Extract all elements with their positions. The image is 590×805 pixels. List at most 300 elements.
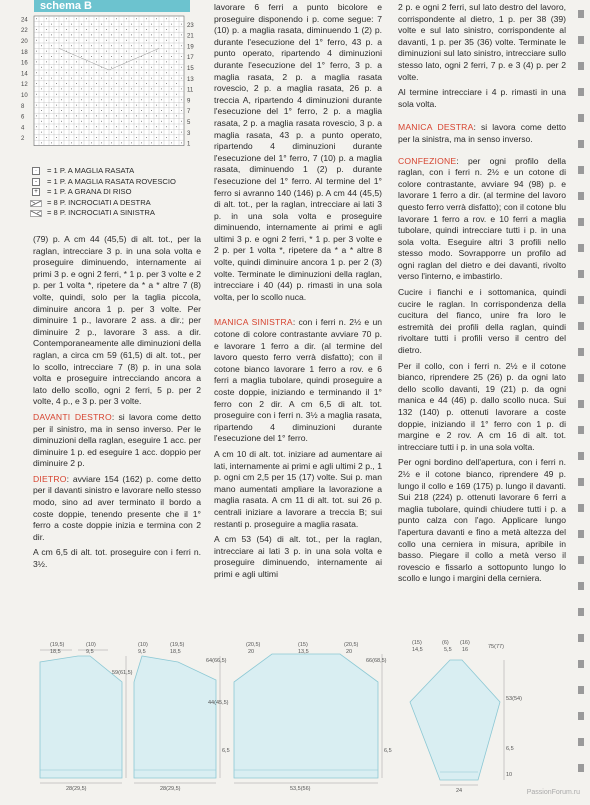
stitch-dot	[156, 126, 157, 127]
stitch-dot	[36, 40, 37, 41]
paragraph: A cm 53 (54) di alt. tot., per la raglan, intrecciare ai lati 3 p. in una sola volta e proseguire diminuendo, internamente ai primi e agli ultimi	[214, 534, 382, 579]
section-heading-manica-sinistra: MANICA SINISTRA	[214, 317, 293, 328]
stitch-dot	[151, 67, 152, 68]
stitch-dot	[61, 99, 62, 100]
stitch-dot	[166, 18, 167, 19]
dim-label: 9,5	[138, 649, 146, 655]
row-number-right: 5	[187, 120, 191, 126]
stitch-dot	[156, 29, 157, 30]
stitch-dot	[181, 34, 182, 35]
stitch-dot	[116, 94, 117, 95]
edge-square	[578, 374, 584, 382]
stitch-dot	[126, 72, 127, 73]
stitch-dot	[66, 29, 67, 30]
legend-row-riso	[30, 187, 176, 198]
stitch-dot	[86, 18, 87, 19]
stitch-dot	[161, 67, 162, 68]
stitch-dot	[136, 40, 137, 41]
edge-square	[578, 192, 584, 200]
stitch-dot	[61, 67, 62, 68]
stitch-dot	[81, 132, 82, 133]
stitch-dot	[96, 72, 97, 73]
legend-row-cross-left	[30, 208, 176, 219]
stitch-dot	[111, 34, 112, 35]
stitch-dot	[101, 110, 102, 111]
row-number-right: 9	[187, 98, 191, 105]
edge-square	[578, 452, 584, 460]
stitch-dot	[136, 105, 137, 106]
stitch-dot	[171, 121, 172, 122]
stitch-dot	[171, 45, 172, 46]
dim-label: 53,5(56)	[290, 786, 311, 792]
stitch-dot	[76, 105, 77, 106]
stitch-dot	[86, 126, 87, 127]
stitch-dot	[76, 72, 77, 73]
stitch-dot	[111, 132, 112, 133]
dim-label: (19,5)	[170, 642, 185, 648]
stitch-dot	[76, 40, 77, 41]
stitch-dot	[121, 88, 122, 89]
stitch-dot	[41, 56, 42, 57]
edge-square	[578, 504, 584, 512]
stitch-dot	[166, 61, 167, 62]
stitch-dot	[111, 142, 112, 143]
stitch-dot	[156, 83, 157, 84]
stitch-dot	[181, 99, 182, 100]
stitch-dot	[96, 126, 97, 127]
stitch-dot	[176, 29, 177, 30]
stitch-dot	[81, 110, 82, 111]
dim-label: 10	[506, 772, 513, 778]
stitch-dot	[161, 24, 162, 25]
stitch-dot	[76, 51, 77, 52]
stitch-dot	[131, 45, 132, 46]
stitch-dot	[76, 126, 77, 127]
stitch-dot	[41, 78, 42, 79]
stitch-dot	[181, 132, 182, 133]
stitch-dot	[36, 72, 37, 73]
row-number-right: 13	[187, 76, 194, 83]
stitch-dot	[116, 126, 117, 127]
stitch-dot	[176, 137, 177, 138]
stitch-dot	[46, 29, 47, 30]
stitch-dot	[131, 24, 132, 25]
stitch-dot	[141, 99, 142, 100]
paragraph: A cm 6,5 di alt. tot. proseguire con i ferri n. 3½.	[33, 547, 201, 570]
stitch-dot	[141, 142, 142, 143]
stitch-dot	[106, 51, 107, 52]
stitch-dot	[81, 99, 82, 100]
stitch-dot	[166, 94, 167, 95]
row-number-right: 11	[187, 87, 194, 94]
stitch-dot	[166, 105, 167, 106]
stitch-dot	[86, 51, 87, 52]
stitch-dot	[116, 72, 117, 73]
legend-row-cross-right	[30, 198, 176, 209]
stitch-dot	[176, 115, 177, 116]
dim-label: 28(29,5)	[66, 786, 87, 792]
stitch-dot	[91, 88, 92, 89]
stitch-dot	[61, 24, 62, 25]
page-edge-decoration	[572, 0, 590, 800]
dim-label: (15)	[412, 640, 422, 646]
stitch-dot	[51, 78, 52, 79]
stitch-dot	[46, 126, 47, 127]
stitch-dot	[151, 99, 152, 100]
legend-row-rasata	[30, 166, 176, 177]
stitch-dot	[161, 142, 162, 143]
stitch-dot	[61, 132, 62, 133]
stitch-dot	[36, 29, 37, 30]
stitch-dot	[81, 34, 82, 35]
edge-square	[578, 296, 584, 304]
stitch-dot	[91, 99, 92, 100]
stitch-dot	[156, 61, 157, 62]
section-heading-dietro: DIETRO	[33, 473, 67, 484]
watermark: PassionForum.ru	[526, 789, 580, 796]
stitch-dot	[86, 115, 87, 116]
stitch-dot	[61, 45, 62, 46]
stitch-dot	[36, 94, 37, 95]
dim-label: 18,5	[50, 649, 61, 655]
stitch-dot	[106, 29, 107, 30]
stitch-dot	[121, 67, 122, 68]
stitch-dot	[171, 34, 172, 35]
edge-square	[578, 686, 584, 694]
stitch-dot	[171, 142, 172, 143]
dim-label: 28(29,5)	[160, 786, 181, 792]
stitch-dot	[121, 121, 122, 122]
stitch-dot	[176, 40, 177, 41]
edge-square	[578, 426, 584, 434]
stitch-dot	[66, 126, 67, 127]
stitch-dot	[101, 56, 102, 57]
stitch-dot	[96, 40, 97, 41]
paragraph: lavorare 6 ferri a punto bicolore e proseguire disponendo i p. come segue: 7 (10) p. a maglia rasata, diminuendo 1 (2) p. durante l'esecuzione del 1° ferro, 43 p. a punto operato, ripartendo 4 diminuzioni durante l'esecuzione del 1° ferro, 3 p. a maglia rasata, 2 p. a maglia rasata rovescio, 2 p. a maglia rasata, 26 p. a treccia A, ripartendo 4 diminuzioni durante l'esecuzione del 1° ferro, 2 p. a maglia rasata, 2 p. a maglia rasata rovescio, 3 p. a maglia rasata, 43 p. a punto operato, ripartendo 4 diminuzioni durante l'esecuzione del 1° ferro, 7 (10) p. a maglia rasata, diminuendo 1 (2) p. durante l'esecuzione del 1° ferro. Al termine del 1° ferro si avranno 140 (146) p. A cm 44 (45,5) di alt. tot., per la raglan, intrecciare ai lati 3 p. in una sola volta e proseguire diminuendo, internamente ai primi e agli ultimi 3 p. e ogni 2 ferri, * 1 p. per 3 volte e 2 p. per 1 volta *, ripetere da * a * altre 8 volte, quindi diminuire ancora 1 p. per 2 (3) volte. Terminate le diminuzioni della raglan, intrecciare i 40 (44) p. rimasti in una sola volta, per lo scollo nuca.	[214, 2, 382, 302]
dim-label: (16)	[460, 640, 470, 646]
stitch-dot	[151, 88, 152, 89]
stitch-dot	[101, 99, 102, 100]
stitch-dot	[171, 24, 172, 25]
stitch-dot	[81, 78, 82, 79]
edge-square	[578, 270, 584, 278]
stitch-dot	[81, 56, 82, 57]
dim-label: 44(45,5)	[208, 700, 229, 706]
legend-symbol: ·	[32, 167, 40, 175]
stitch-dot	[71, 142, 72, 143]
row-number-right: 15	[187, 66, 194, 72]
stitch-dot	[121, 24, 122, 25]
stitch-dot	[131, 78, 132, 79]
stitch-dot	[106, 94, 107, 95]
edge-square	[578, 114, 584, 122]
stitch-dot	[91, 67, 92, 68]
row-number-right: 17	[187, 55, 194, 62]
stitch-dot	[61, 78, 62, 79]
paragraph: 2 p. e ogni 2 ferri, sul lato destro del lavoro, corrispondente al dietro, 1 p. per 38 (39) volte e sul lato sinistro, corrispondente al davanti, 1 p. per 35 (36) volte. Terminate le diminuzioni sul lato sinistro, intrecciare sullo stesso lato, ogni 2 ferri, 7 p. e 3 (4) p. per 2 volte.	[398, 2, 566, 82]
stitch-dot	[166, 137, 167, 138]
chart-legend	[30, 166, 176, 219]
stitch-dot	[146, 137, 147, 138]
stitch-dot	[116, 83, 117, 84]
dim-label: 14,5	[412, 647, 423, 653]
row-number-left: 18	[21, 49, 28, 56]
row-number-left: 6	[21, 114, 25, 121]
stitch-dot	[66, 61, 67, 62]
stitch-dot	[106, 72, 107, 73]
stitch-dot	[86, 94, 87, 95]
stitch-dot	[136, 94, 137, 95]
stitch-dot	[46, 51, 47, 52]
stitch-dot	[161, 88, 162, 89]
edge-square	[578, 10, 584, 18]
stitch-dot	[141, 24, 142, 25]
stitch-dot	[171, 110, 172, 111]
edge-square	[578, 400, 584, 408]
legend-label: = 1 P. A MAGLIA RASATA ROVESCIO	[47, 176, 176, 186]
stitch-dot	[181, 121, 182, 122]
stitch-dot	[121, 78, 122, 79]
row-number-left: 16	[21, 60, 28, 67]
row-number-left: 4	[21, 125, 25, 132]
stitch-dot	[51, 67, 52, 68]
dim-label: 6,5	[384, 748, 392, 754]
stitch-dot	[86, 83, 87, 84]
stitch-dot	[56, 126, 57, 127]
stitch-dot	[116, 105, 117, 106]
stitch-dot	[101, 45, 102, 46]
schema-title: schema B	[34, 0, 190, 12]
stitch-dot	[116, 29, 117, 30]
stitch-dot	[91, 142, 92, 143]
stitch-dot	[106, 40, 107, 41]
stitch-dot	[136, 51, 137, 52]
stitch-dot	[171, 99, 172, 100]
stitch-dot	[126, 137, 127, 138]
cross-right-icon	[30, 200, 42, 207]
stitch-dot	[181, 110, 182, 111]
stitch-dot	[86, 137, 87, 138]
stitch-dot	[171, 67, 172, 68]
stitch-dot	[156, 137, 157, 138]
stitch-dot	[121, 45, 122, 46]
dim-label: (20,5)	[344, 642, 359, 648]
stitch-dot	[116, 40, 117, 41]
stitch-dot	[116, 115, 117, 116]
stitch-dot	[56, 115, 57, 116]
stitch-dot	[66, 83, 67, 84]
stitch-dot	[176, 94, 177, 95]
stitch-dot	[56, 51, 57, 52]
stitch-dot	[41, 99, 42, 100]
stitch-dot	[46, 94, 47, 95]
stitch-dot	[181, 24, 182, 25]
stitch-dot	[181, 45, 182, 46]
stitch-dot	[41, 34, 42, 35]
stitch-dot	[151, 24, 152, 25]
knitting-chart	[20, 12, 200, 167]
stitch-dot	[81, 88, 82, 89]
edge-square	[578, 88, 584, 96]
stitch-dot	[181, 88, 182, 89]
paragraph: MANICA SINISTRA: con i ferri n. 2½ e un cotone di colore contrastante avviare 70 p. e lavorare 1 ferro a dir. (al termine del lavoro questo ferro verrà disfatto); con il cotone bianco lavorare 1 ferro a rov. e 6 ferri a maglia tubolare, quindi proseguire a coste doppie, iniziando e terminando il 1° ferro con 2 dir. A cm 6,5 di alt. tot. proseguire con i ferri n. 3½ a maglia rasata, ripartendo 4 diminuzioni durante l'esecuzione del 1° ferro.	[214, 317, 383, 444]
stitch-dot	[76, 94, 77, 95]
edge-square	[578, 348, 584, 356]
stitch-dot	[166, 51, 167, 52]
stitch-dot	[56, 137, 57, 138]
edge-square	[578, 478, 584, 486]
stitch-dot	[126, 83, 127, 84]
stitch-dot	[151, 34, 152, 35]
stitch-dot	[36, 51, 37, 52]
stitch-dot	[146, 40, 147, 41]
stitch-dot	[81, 121, 82, 122]
stitch-dot	[121, 132, 122, 133]
stitch-dot	[91, 56, 92, 57]
stitch-dot	[126, 51, 127, 52]
stitch-dot	[161, 99, 162, 100]
section-heading-confezione: CONFEZIONE	[398, 155, 457, 166]
dim-label: 20	[346, 649, 353, 655]
stitch-dot	[56, 105, 57, 106]
stitch-dot	[166, 115, 167, 116]
edge-square	[578, 322, 584, 330]
stitch-dot	[176, 18, 177, 19]
stitch-dot	[71, 45, 72, 46]
stitch-dot	[171, 132, 172, 133]
stitch-dot	[56, 94, 57, 95]
stitch-dot	[81, 45, 82, 46]
stitch-dot	[156, 72, 157, 73]
stitch-dot	[56, 18, 57, 19]
stitch-dot	[41, 121, 42, 122]
stitch-dot	[56, 61, 57, 62]
stitch-dot	[136, 115, 137, 116]
paragraph: A cm 10 di alt. tot. iniziare ad aumentare ai lati, internamente ai primi e agli ultimi 2 p., 1 p. ogni cm 2,5 per 15 (17) volte. Sui p. man mano aumentati ampliare la lavorazione a maglia rasata. A cm 11 di alt. tot. sui 26 p. centrali iniziare a lavorare a treccia B; sui restanti p. proseguire a maglia rasata.	[214, 448, 382, 529]
stitch-dot	[61, 56, 62, 57]
stitch-dot	[41, 142, 42, 143]
stitch-dot	[116, 18, 117, 19]
dim-label: 24	[456, 788, 463, 794]
legend-label: = 8 P. INCROCIATI A SINISTRA	[47, 208, 155, 218]
text-column-1	[33, 234, 201, 575]
stitch-dot	[116, 61, 117, 62]
paragraph: (79) p. A cm 44 (45,5) di alt. tot., per la raglan, intrecciare 3 p. in una sola volta e proseguire diminuendo, internamente ai primi 3 p. e ogni 2 ferri, * 1 p. per 3 volte e 2 p. per 1 volta *, ripetere da * a * altre 7 (8) volte, quindi, solo per la taglia piccola, diminuire ancora 1 p. per 3 volte. Per diminuire 1 p., lavorare 2 ass. a dir.; per diminuire 2 p., lavorare 3 ass. a dir. Contemporaneamente alle diminuzioni della raglan, a circa cm 59 (61,5) di alt. tot., per lo scollo, intrecciare 7 (8) p. in una sola volta e proseguire intrecciando ancora a lato dello scollo, ogni 2 ferri, 5 p. per 2 volte, 4 p., e 3 p. per 3 volte.	[33, 234, 201, 407]
stitch-dot	[101, 88, 102, 89]
stitch-dot	[81, 142, 82, 143]
stitch-dot	[176, 72, 177, 73]
stitch-dot	[136, 137, 137, 138]
stitch-dot	[156, 105, 157, 106]
legend-label: = 8 P. INCROCIATI A DESTRA	[47, 197, 151, 207]
stitch-dot	[131, 110, 132, 111]
stitch-dot	[181, 56, 182, 57]
stitch-dot	[91, 110, 92, 111]
stitch-dot	[91, 24, 92, 25]
dim-label: 6,5	[222, 748, 230, 754]
stitch-dot	[161, 34, 162, 35]
row-number-left: 12	[21, 82, 28, 89]
row-number-left: 24	[21, 17, 28, 24]
stitch-dot	[146, 83, 147, 84]
stitch-dot	[131, 132, 132, 133]
stitch-dot	[181, 142, 182, 143]
stitch-dot	[156, 94, 157, 95]
stitch-dot	[36, 105, 37, 106]
stitch-dot	[141, 67, 142, 68]
stitch-dot	[136, 61, 137, 62]
stitch-dot	[36, 126, 37, 127]
stitch-dot	[151, 132, 152, 133]
text-column-3	[398, 2, 566, 589]
stitch-dot	[36, 137, 37, 138]
stitch-dot	[101, 34, 102, 35]
stitch-dot	[131, 121, 132, 122]
stitch-dot	[91, 45, 92, 46]
stitch-dot	[151, 142, 152, 143]
stitch-dot	[46, 137, 47, 138]
edge-square	[578, 62, 584, 70]
edge-square	[578, 738, 584, 746]
stitch-dot	[76, 18, 77, 19]
stitch-dot	[111, 56, 112, 57]
edge-square	[578, 244, 584, 252]
dim-label: (10)	[138, 642, 148, 648]
dim-label: 64(66,5)	[206, 658, 227, 664]
edge-squares	[572, 0, 590, 800]
stitch-dot	[76, 137, 77, 138]
stitch-dot	[96, 83, 97, 84]
row-number-left: 22	[21, 28, 28, 35]
cross-left-icon	[30, 210, 42, 217]
stitch-dot	[106, 18, 107, 19]
section-heading-manica-destra: MANICA DESTRA	[398, 122, 474, 133]
row-number-right: 21	[187, 33, 194, 40]
dim-label: 9,5	[86, 649, 94, 655]
stitch-dot	[161, 45, 162, 46]
dim-label: 16	[462, 647, 469, 653]
stitch-dot	[176, 61, 177, 62]
stitch-dot	[161, 56, 162, 57]
dim-label: (10)	[86, 642, 96, 648]
stitch-dot	[61, 34, 62, 35]
stitch-dot	[101, 24, 102, 25]
stitch-dot	[141, 132, 142, 133]
stitch-dot	[71, 121, 72, 122]
dim-label: 20	[248, 649, 255, 655]
stitch-dot	[91, 132, 92, 133]
stitch-dot	[111, 121, 112, 122]
stitch-dot	[71, 78, 72, 79]
stitch-dot	[81, 24, 82, 25]
stitch-dot	[131, 67, 132, 68]
stitch-dot	[116, 137, 117, 138]
stitch-dot	[166, 40, 167, 41]
stitch-dot	[61, 110, 62, 111]
stitch-dot	[36, 61, 37, 62]
stitch-dot	[86, 72, 87, 73]
stitch-dot	[126, 115, 127, 116]
stitch-dot	[66, 18, 67, 19]
stitch-dot	[71, 132, 72, 133]
stitch-dot	[51, 99, 52, 100]
stitch-dot	[61, 88, 62, 89]
stitch-dot	[111, 110, 112, 111]
stitch-dot	[66, 137, 67, 138]
stitch-dot	[66, 72, 67, 73]
stitch-dot	[111, 45, 112, 46]
section-heading-davanti-destro: DAVANTI DESTRO	[33, 411, 112, 422]
